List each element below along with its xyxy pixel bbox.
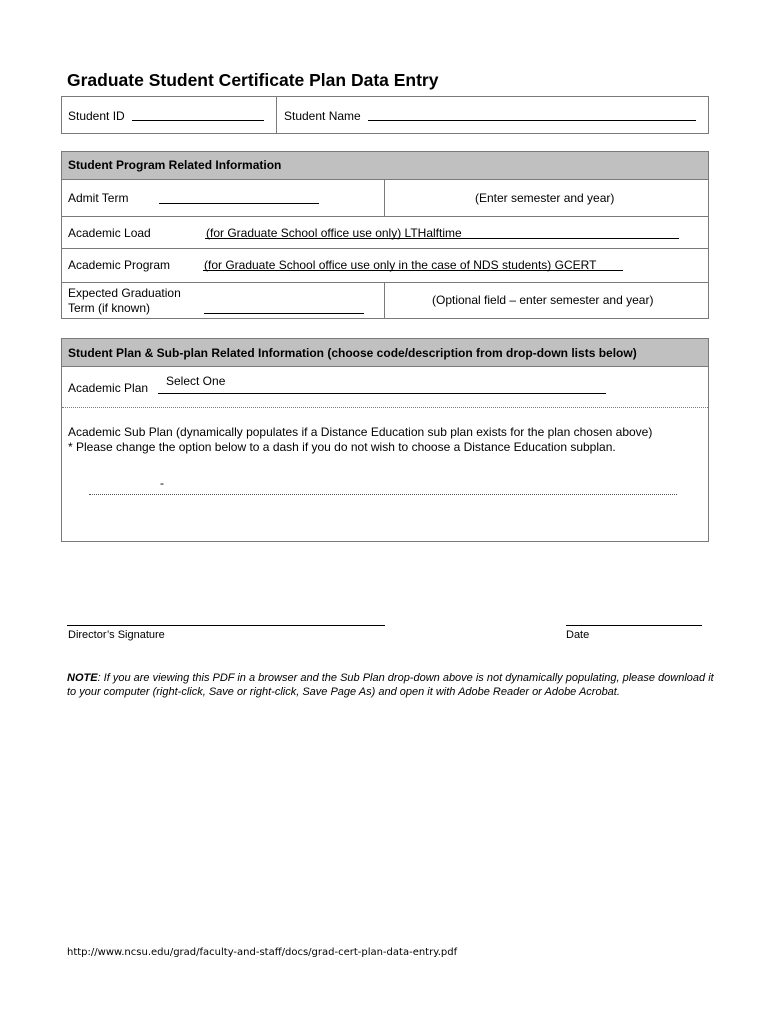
admit-term-field[interactable] (159, 203, 319, 204)
expected-grad-label-line2: Term (if known) (68, 301, 151, 315)
admit-term-label: Admit Term (68, 191, 129, 205)
academic-load-value: (for Graduate School office use only) LTHalftime (206, 226, 462, 240)
student-name-label: Student Name (284, 109, 361, 123)
academic-plan-label: Academic Plan (68, 381, 149, 395)
sub-plan-field (89, 494, 677, 495)
academic-program-value: (for Graduate School office use only in the case of NDS students) GCERT (204, 258, 597, 272)
director-signature-field[interactable] (67, 625, 385, 626)
date-field[interactable] (566, 625, 702, 626)
sub-plan-dropdown[interactable]: - (160, 476, 164, 490)
sub-plan-text: Academic Sub Plan (dynamically populates if a Distance Education sub plan exists for the plan chosen above) (68, 425, 653, 439)
academic-program-label: Academic Program (68, 258, 171, 272)
student-name-field[interactable] (368, 120, 696, 121)
expected-grad-hint: (Optional field – enter semester and year) (432, 293, 654, 307)
academic-plan-field (158, 393, 606, 394)
academic-load-field (205, 238, 679, 239)
sub-plan-instruction: * Please change the option below to a dash if you do not wish to choose a Distance Education subplan. (68, 440, 616, 454)
note-label: NOTE (67, 672, 98, 684)
expected-grad-field[interactable] (204, 313, 364, 314)
director-signature-label: Director’s Signature (68, 629, 165, 641)
student-id-field[interactable] (132, 120, 264, 121)
footer-url: http://www.ncsu.edu/grad/faculty-and-staff/docs/grad-cert-plan-data-entry.pdf (67, 947, 458, 958)
row-divider (62, 407, 708, 408)
note-text (67, 671, 717, 699)
note-body: : If you are viewing this PDF in a browser and the Sub Plan drop-down above is not dynamically populating, please download it to your computer (right-click, Save or right-click, Save Page As) and open it with Adobe Reader or Adobe Acrobat. (67, 672, 714, 698)
student-id-label: Student ID (68, 109, 125, 123)
academic-load-label: Academic Load (68, 226, 151, 240)
row-divider (62, 248, 708, 249)
admit-term-hint: (Enter semester and year) (475, 191, 615, 205)
expected-grad-divider (384, 282, 385, 319)
student-info-divider (276, 96, 277, 134)
academic-program-field (203, 270, 623, 271)
row-divider (62, 282, 708, 283)
plan-section-header: Student Plan & Sub-plan Related Information (choose code/description from drop-down lists below) (62, 339, 708, 367)
academic-plan-dropdown[interactable]: Select One (166, 374, 226, 388)
expected-grad-label: Expected Graduation (68, 286, 181, 300)
page-title: Graduate Student Certificate Plan Data Entry (67, 70, 439, 90)
row-divider (62, 216, 708, 217)
admit-term-divider (384, 180, 385, 216)
date-label: Date (566, 629, 590, 641)
program-section-header: Student Program Related Information (62, 152, 708, 180)
student-info-box (61, 96, 709, 134)
